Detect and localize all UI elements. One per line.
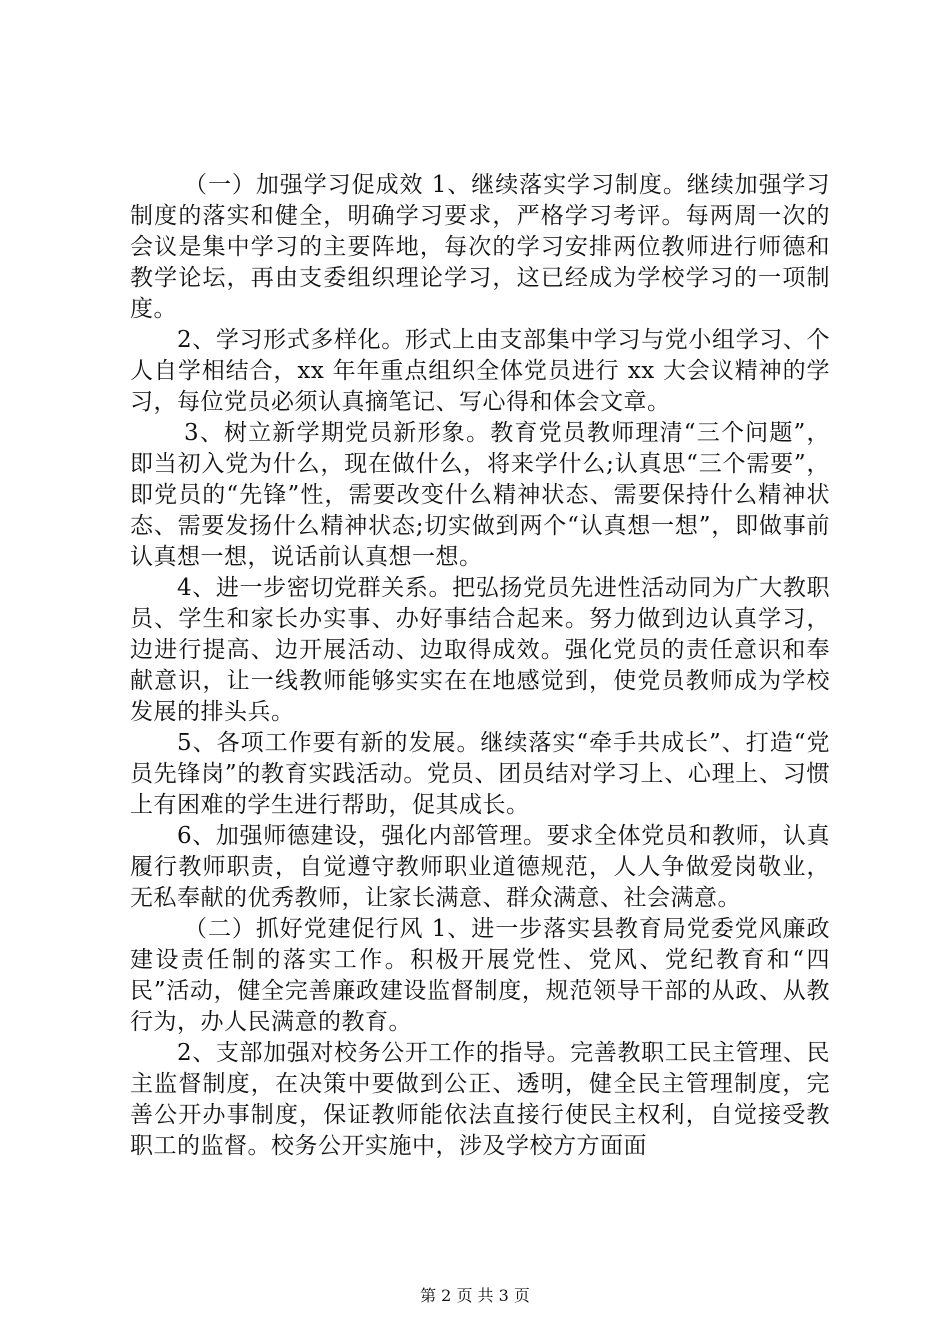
paragraph-item-2: 2、学习形式多样化。形式上由支部集中学习与党小组学习、个人自学相结合，xx 年年重点组织全体党员进行 xx 大会议精神的学习，每位党员必须认真摘笔记、写心得和体会文章。 <box>130 327 830 415</box>
paragraph-item-4: 4、进一步密切党群关系。把弘扬党员先进性活动同为广大教职员、学生和家长办实事、办好事结合起来。努力做到边认真学习，边进行提高、边开展活动、边取得成效。强化党员的责任意识和奉献意识，让一线教师能够实实在在地感觉到，使党员教师成为学校发展的排头兵。 <box>130 575 830 725</box>
paragraph-item-6: 6、加强师德建设，强化内部管理。要求全体党员和教师，认真履行教师职责，自觉遵守教师职业道德规范，人人争做爱岗敬业，无私奉献的优秀教师，让家长满意、群众满意、社会满意。 <box>130 823 830 911</box>
paragraph-section-two-item-2: 2、支部加强对校务公开工作的指导。完善教职工民主管理、民主监督制度，在决策中要做到公正、透明，健全民主管理制度，完善公开办事制度，保证教师能依法直接行使民主权利，自觉接受教职工的监督。校务公开实施中，涉及学校方方面面 <box>130 1040 830 1159</box>
paragraph-item-5: 5、各项工作要有新的发展。继续落实“牵手共成长”、打造“党员先锋岗”的教育实践活动。党员、团员结对学习上、心理上、习惯上有困难的学生进行帮助，促其成长。 <box>130 730 830 818</box>
paragraph-item-3: 3、树立新学期党员新形象。教育党员教师理清“三个问题”，即当初入党为什么，现在做什么，将来学什么;认真思“三个需要”，即党员的“先锋”性，需要改变什么精神状态、需要保持什么精神状态、需要发扬什么精神状态;切实做到两个“认真想一想”，即做事前认真想一想，说话前认真想一想。 <box>130 420 830 570</box>
page-number-footer: 第 2 页 共 3 页 <box>420 1286 530 1305</box>
paragraph-section-one: （一）加强学习促成效 1、继续落实学习制度。继续加强学习制度的落实和健全，明确学习要求，严格学习考评。每两周一次的会议是集中学习的主要阵地，每次的学习安排两位教师进行师德和教学论坛，再由支委组织理论学习，这已经成为学校学习的一项制度。 <box>130 172 830 322</box>
paragraph-section-two: （二）抓好党建促行风 1、进一步落实县教育局党委党风廉政建设责任制的落实工作。积极开展党性、党风、党纪教育和“四民”活动，健全完善廉政建设监督制度，规范领导干部的从政、从教行为，办人民满意的教育。 <box>130 916 830 1035</box>
document-body <box>130 170 830 1162</box>
